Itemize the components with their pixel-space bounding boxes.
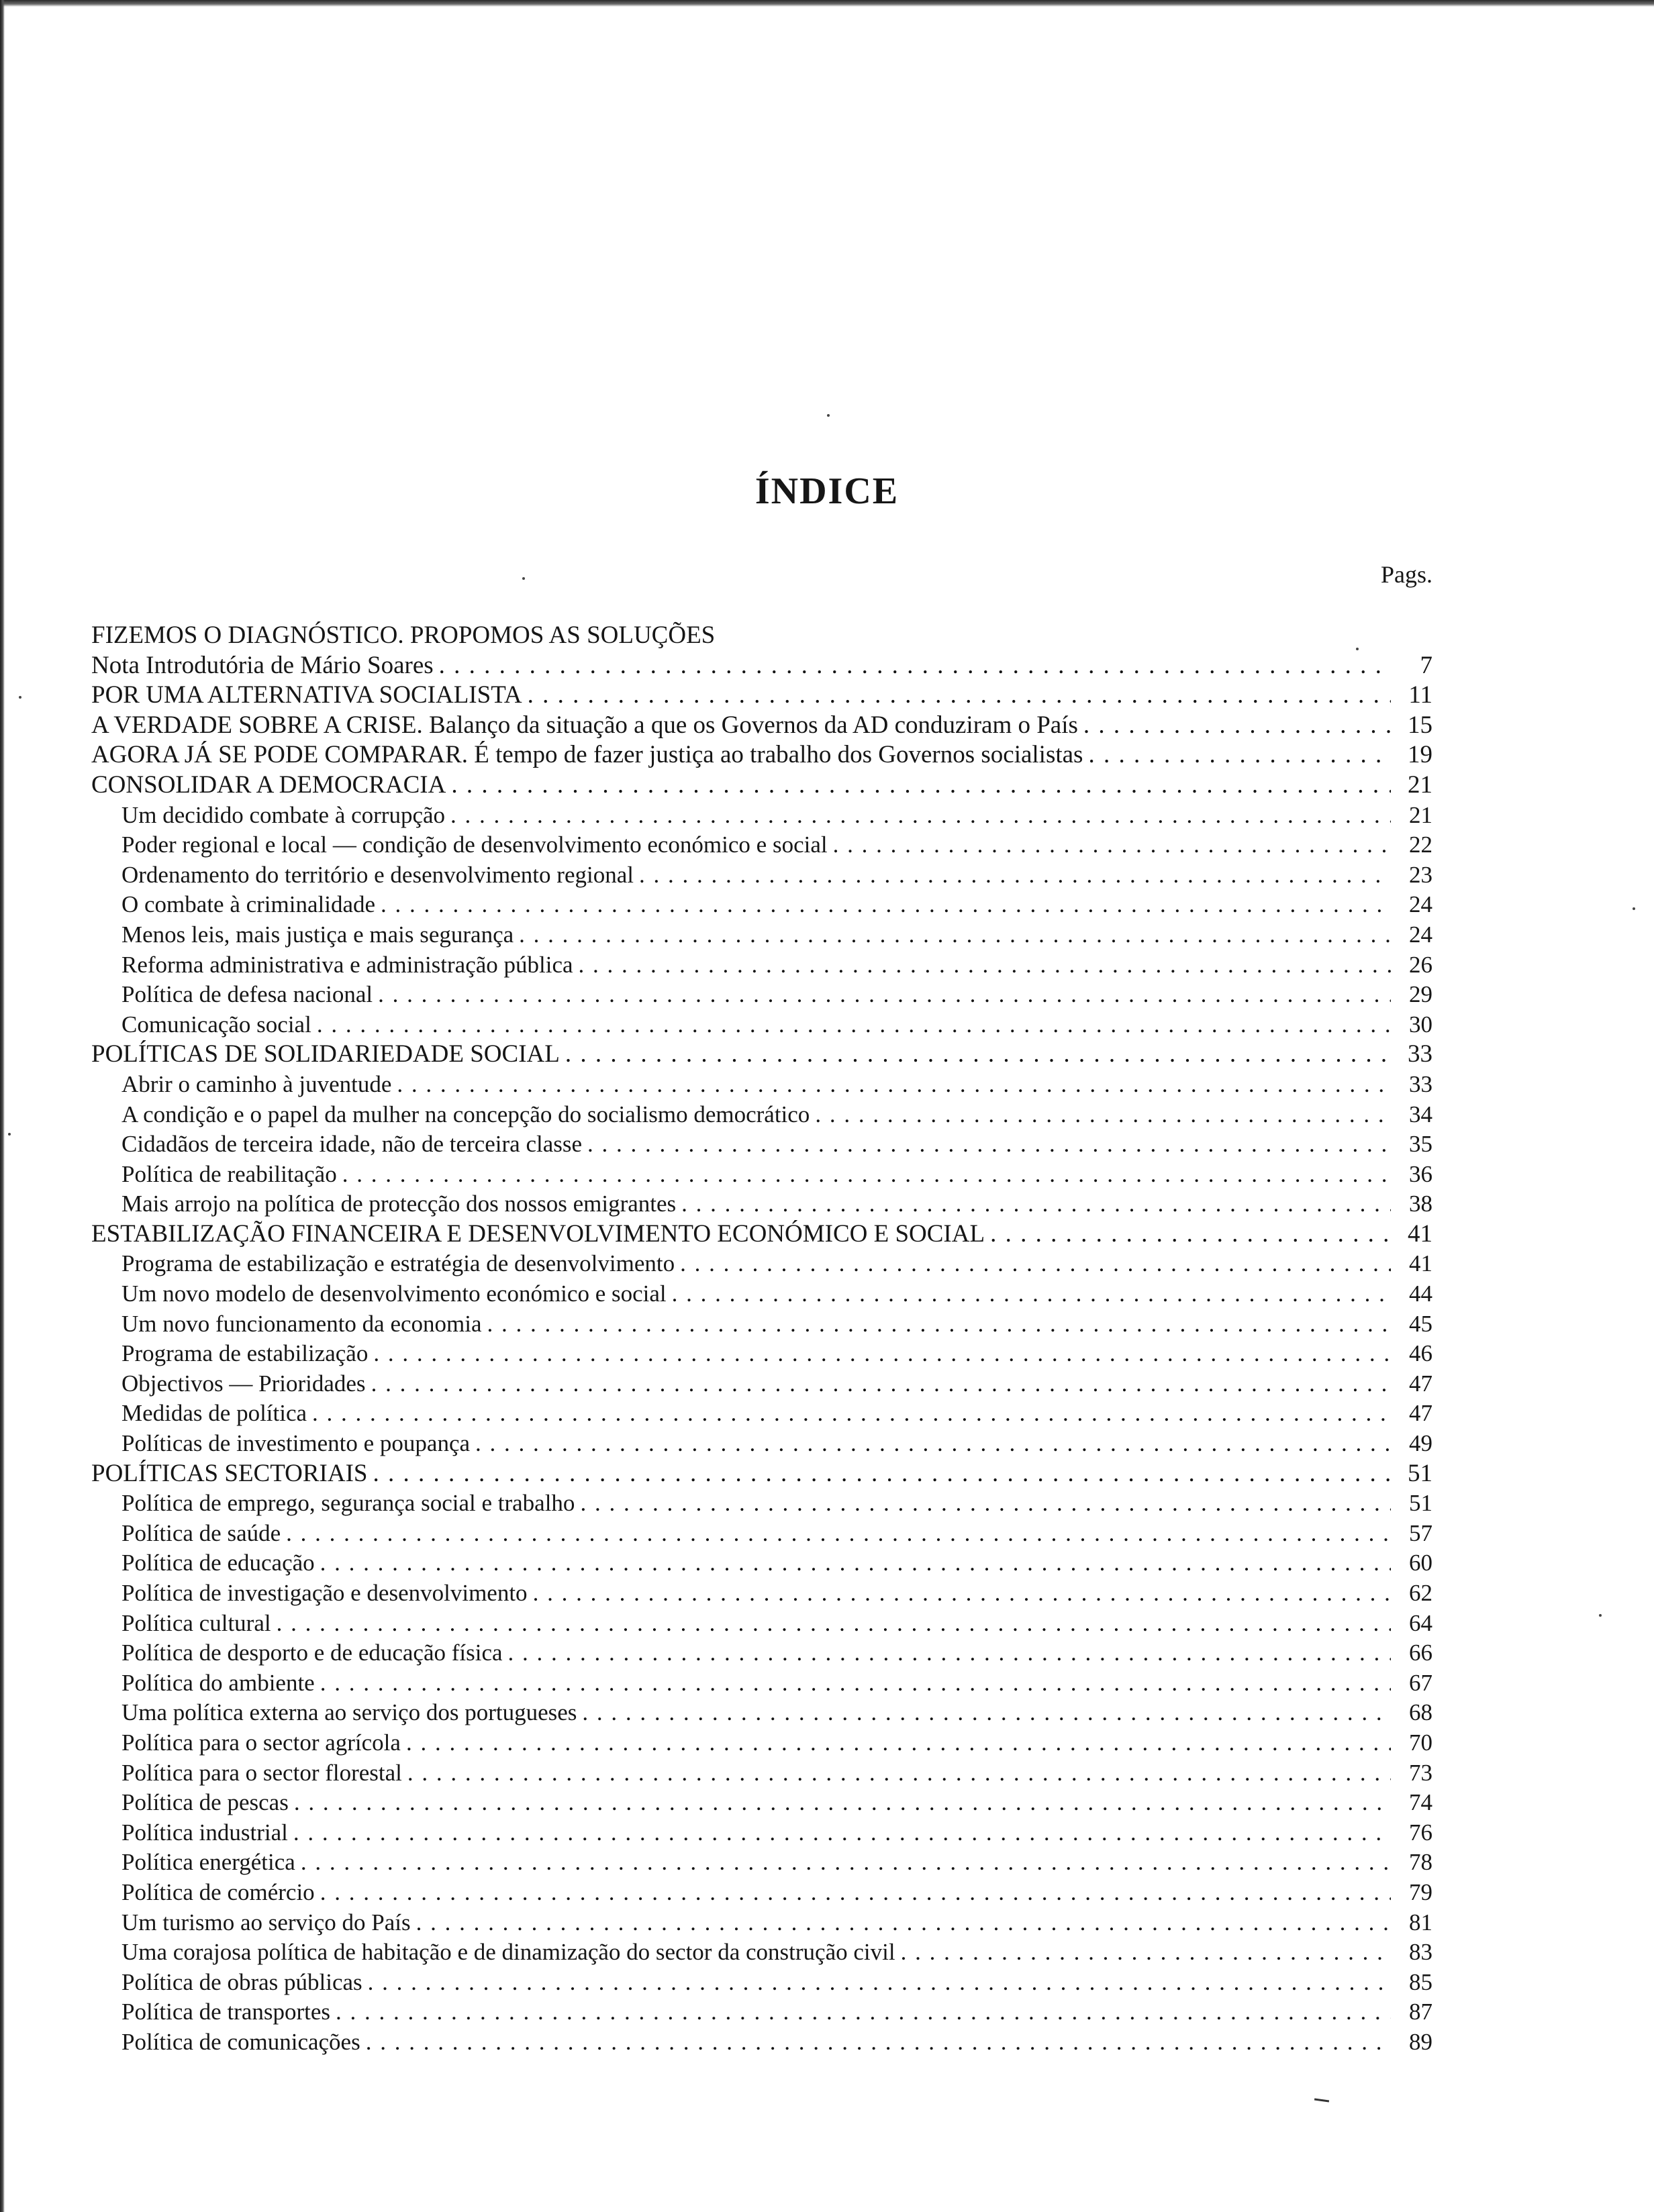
toc-entry bbox=[91, 1219, 1432, 1250]
dot-leader bbox=[639, 860, 1391, 890]
toc-entry bbox=[91, 1968, 1432, 1998]
dot-leader bbox=[533, 1578, 1391, 1608]
toc-entry-page: 51 bbox=[1409, 1490, 1432, 1517]
toc-entry-title: Política de comércio bbox=[121, 1878, 315, 1905]
dot-leader bbox=[378, 980, 1391, 1009]
toc-entry-page: 41 bbox=[1409, 1250, 1432, 1277]
toc-entry-title: Menos leis, mais justiça e mais segurança bbox=[121, 921, 514, 948]
toc-entry-page: 57 bbox=[1409, 1519, 1432, 1546]
toc-entry-page: 87 bbox=[1409, 1999, 1432, 2025]
dot-leader bbox=[407, 1758, 1391, 1788]
toc-entry-page: 67 bbox=[1409, 1669, 1432, 1696]
toc-entry-page: 76 bbox=[1409, 1819, 1432, 1846]
toc-entry-page: 47 bbox=[1409, 1400, 1432, 1427]
toc-entry-title: Política de reabilitação bbox=[121, 1160, 337, 1187]
toc-entry bbox=[91, 801, 1432, 831]
dot-leader bbox=[336, 1997, 1391, 2027]
toc-entry-page: 36 bbox=[1409, 1160, 1432, 1187]
toc-entry-page: 35 bbox=[1409, 1131, 1432, 1158]
toc-entry-page: 22 bbox=[1409, 832, 1432, 858]
dot-leader bbox=[277, 1609, 1391, 1638]
toc-entry bbox=[91, 830, 1432, 860]
scan-speck bbox=[8, 1133, 11, 1136]
toc-entry bbox=[91, 890, 1432, 920]
dot-leader bbox=[1088, 740, 1391, 770]
toc-entry-page: 60 bbox=[1409, 1550, 1432, 1576]
toc-entry-title: Política de desporto e de educação física bbox=[121, 1640, 503, 1666]
toc-entry-page: 26 bbox=[1409, 951, 1432, 978]
toc-entry-page: 81 bbox=[1409, 1909, 1432, 1936]
toc-entry-title: Um novo funcionamento da economia bbox=[121, 1310, 482, 1337]
toc-entry-title: Reforma administrativa e administração pública bbox=[121, 951, 573, 978]
toc-entry-title: FIZEMOS O DIAGNÓSTICO. PROPOMOS AS SOLUÇÕES bbox=[91, 621, 716, 649]
dot-leader bbox=[286, 1519, 1391, 1548]
toc-entry bbox=[91, 2027, 1432, 2058]
dot-leader bbox=[373, 1459, 1392, 1489]
toc-entry-page: 79 bbox=[1409, 1878, 1432, 1905]
toc-entry-title: A condição e o papel da mulher na concepção do socialismo democrático bbox=[121, 1101, 810, 1127]
toc-entry bbox=[91, 1878, 1432, 1908]
toc-entry-title: ESTABILIZAÇÃO FINANCEIRA E DESENVOLVIMENTO ECONÓMICO E SOCIAL bbox=[91, 1219, 985, 1248]
toc-entry-page: 33 bbox=[1409, 1070, 1432, 1097]
dot-leader bbox=[366, 2027, 1391, 2057]
toc-entry-page: 85 bbox=[1409, 1968, 1432, 1995]
dot-leader bbox=[439, 651, 1391, 681]
dot-leader bbox=[320, 1548, 1391, 1578]
toc-entry bbox=[91, 1698, 1432, 1728]
dot-leader bbox=[672, 1279, 1391, 1309]
toc-entry-page: 74 bbox=[1409, 1789, 1432, 1816]
dot-leader bbox=[565, 1040, 1391, 1069]
dot-leader bbox=[342, 1160, 1391, 1189]
toc-entry-page: 66 bbox=[1409, 1640, 1432, 1666]
scan-speck bbox=[1356, 648, 1359, 650]
scan-speck bbox=[19, 696, 21, 699]
toc-entry-page: 24 bbox=[1409, 891, 1432, 918]
toc-entry bbox=[91, 1399, 1432, 1429]
toc-entry bbox=[91, 1040, 1432, 1070]
dot-leader bbox=[587, 1129, 1391, 1159]
toc-entry-page: 70 bbox=[1409, 1729, 1432, 1756]
dot-leader bbox=[833, 830, 1391, 860]
toc-entry-title: Política de obras públicas bbox=[121, 1968, 362, 1995]
toc-entry-page: 83 bbox=[1409, 1939, 1432, 1966]
toc-entry bbox=[91, 770, 1432, 801]
toc-entry-page: 23 bbox=[1409, 861, 1432, 888]
toc-entry-page: 15 bbox=[1408, 711, 1432, 739]
toc-entry-title: Política de pescas bbox=[121, 1789, 289, 1816]
toc-entry-page: 73 bbox=[1409, 1759, 1432, 1786]
dot-leader bbox=[317, 1010, 1391, 1040]
toc-entry-title: Nota Introdutória de Mário Soares bbox=[91, 651, 434, 679]
toc-entry-page: 89 bbox=[1409, 2028, 1432, 2055]
toc-entry-title: Política de emprego, segurança social e trabalho bbox=[121, 1490, 575, 1517]
dot-leader bbox=[294, 1788, 1391, 1817]
toc-entry-page: 78 bbox=[1409, 1849, 1432, 1876]
toc-entry-title: Política industrial bbox=[121, 1819, 288, 1846]
toc-entry bbox=[91, 1129, 1432, 1160]
dot-leader bbox=[320, 1668, 1391, 1698]
toc-entry-title: Uma política externa ao serviço dos portugueses bbox=[121, 1699, 577, 1726]
scan-speck bbox=[1599, 1614, 1602, 1617]
toc-entry-page: 62 bbox=[1409, 1580, 1432, 1606]
toc-entry-page: 51 bbox=[1408, 1459, 1432, 1487]
toc-entry bbox=[91, 1100, 1432, 1130]
dot-leader bbox=[406, 1728, 1391, 1758]
dot-leader bbox=[901, 1938, 1391, 1967]
toc-entry-title: Um novo modelo de desenvolvimento económico e social bbox=[121, 1280, 667, 1307]
toc-entry-page: 38 bbox=[1409, 1191, 1432, 1217]
toc-entry bbox=[91, 681, 1432, 711]
toc-entry-page: 30 bbox=[1409, 1011, 1432, 1038]
toc-entry bbox=[91, 1160, 1432, 1190]
toc-entry-title: Mais arrojo na política de protecção dos nossos emigrantes bbox=[121, 1191, 677, 1217]
toc-entry bbox=[91, 920, 1432, 950]
toc-entry-page: 44 bbox=[1409, 1280, 1432, 1307]
toc-entry-page: 11 bbox=[1408, 681, 1432, 709]
toc-entry bbox=[91, 860, 1432, 891]
dot-leader bbox=[368, 1968, 1391, 1997]
dot-leader bbox=[373, 1339, 1391, 1368]
toc-entry bbox=[91, 1249, 1432, 1279]
scan-edge-left bbox=[0, 0, 5, 2212]
toc-entry-title: Política de saúde bbox=[121, 1519, 281, 1546]
dot-leader bbox=[487, 1309, 1391, 1339]
toc-entry-title: Programa de estabilização bbox=[121, 1340, 369, 1367]
toc-entry-page: 46 bbox=[1409, 1340, 1432, 1367]
toc-entry-title: Um turismo ao serviço do País bbox=[121, 1909, 411, 1936]
toc-entry bbox=[91, 1309, 1432, 1340]
toc-entry-title: Poder regional e local — condição de desenvolvimento económico e social bbox=[121, 832, 828, 858]
dot-leader bbox=[451, 770, 1391, 800]
toc-entry-page: 29 bbox=[1409, 981, 1432, 1008]
dot-leader bbox=[519, 920, 1391, 950]
scan-speck bbox=[827, 414, 830, 417]
toc-entry-title: Política de educação bbox=[121, 1550, 315, 1576]
toc-entry bbox=[91, 1578, 1432, 1609]
toc-entry-page: 33 bbox=[1408, 1040, 1432, 1068]
toc-entry bbox=[91, 1489, 1432, 1519]
toc-entry bbox=[91, 1758, 1432, 1789]
dot-leader bbox=[582, 1698, 1391, 1727]
toc-entry-title: Objectivos — Prioridades bbox=[121, 1370, 366, 1397]
dot-leader bbox=[397, 1070, 1391, 1099]
toc-entry bbox=[91, 651, 1432, 681]
toc-entry-title: Política para o sector florestal bbox=[121, 1759, 402, 1786]
table-of-contents bbox=[91, 621, 1432, 2058]
toc-entry-title: Política cultural bbox=[121, 1609, 271, 1636]
toc-entry bbox=[91, 1189, 1432, 1219]
toc-entry-title: O combate à criminalidade bbox=[121, 891, 376, 918]
dot-leader bbox=[381, 890, 1391, 919]
dot-leader bbox=[508, 1638, 1391, 1668]
toc-entry bbox=[91, 711, 1432, 741]
dot-leader bbox=[579, 950, 1391, 980]
dot-leader bbox=[680, 1249, 1391, 1278]
toc-entry bbox=[91, 1339, 1432, 1369]
toc-entry bbox=[91, 621, 1432, 651]
toc-entry-title: Um decidido combate à corrupção bbox=[121, 801, 446, 828]
toc-entry bbox=[91, 740, 1432, 770]
toc-entry-page: 21 bbox=[1409, 801, 1432, 828]
dot-leader bbox=[320, 1878, 1391, 1907]
toc-entry-title: A VERDADE SOBRE A CRISE. Balanço da situação a que os Governos da AD conduziram o País bbox=[91, 711, 1078, 739]
dot-leader bbox=[528, 681, 1391, 710]
toc-entry-title: Política do ambiente bbox=[121, 1669, 315, 1696]
dot-leader bbox=[293, 1818, 1391, 1848]
toc-entry-title: Política para o sector agrícola bbox=[121, 1729, 401, 1756]
page-title: ÍNDICE bbox=[755, 470, 899, 512]
toc-entry-title: Ordenamento do território e desenvolvimento regional bbox=[121, 861, 634, 888]
dot-leader bbox=[301, 1848, 1391, 1877]
toc-entry-title: Programa de estabilização e estratégia de desenvolvimento bbox=[121, 1250, 675, 1277]
toc-entry bbox=[91, 1279, 1432, 1309]
toc-entry bbox=[91, 1369, 1432, 1399]
toc-entry bbox=[91, 1818, 1432, 1848]
toc-entry bbox=[91, 1668, 1432, 1699]
toc-entry-page: 68 bbox=[1409, 1699, 1432, 1726]
dot-leader bbox=[580, 1489, 1391, 1518]
toc-entry-title: Política de defesa nacional bbox=[121, 981, 373, 1008]
toc-entry-title: Uma corajosa política de habitação e de dinamização do sector da construção civil bbox=[121, 1939, 895, 1966]
toc-entry-page: 24 bbox=[1409, 921, 1432, 948]
toc-entry bbox=[91, 1459, 1432, 1489]
toc-entry bbox=[91, 1908, 1432, 1938]
toc-entry bbox=[91, 1638, 1432, 1668]
toc-entry-title: Política de investigação e desenvolvimento bbox=[121, 1580, 528, 1606]
toc-entry bbox=[91, 980, 1432, 1010]
toc-entry-page: 49 bbox=[1409, 1430, 1432, 1457]
toc-entry-page: 34 bbox=[1409, 1101, 1432, 1127]
toc-entry-title: POLÍTICAS SECTORIAIS bbox=[91, 1459, 368, 1487]
toc-entry bbox=[91, 1519, 1432, 1549]
toc-entry-title: Medidas de política bbox=[121, 1400, 307, 1427]
toc-entry-page: 45 bbox=[1409, 1310, 1432, 1337]
scan-speck bbox=[522, 577, 525, 580]
toc-entry-page: 19 bbox=[1408, 741, 1432, 769]
pages-column-label: Pags. bbox=[1380, 561, 1432, 588]
toc-entry bbox=[91, 1429, 1432, 1459]
scan-edge-top bbox=[0, 0, 1654, 7]
toc-entry bbox=[91, 1609, 1432, 1639]
toc-entry-page: 7 bbox=[1420, 651, 1432, 679]
toc-entry-title: Abrir o caminho à juventude bbox=[121, 1070, 392, 1097]
toc-entry bbox=[91, 1070, 1432, 1100]
toc-entry-title: Comunicação social bbox=[121, 1011, 311, 1038]
dot-leader bbox=[681, 1189, 1391, 1219]
toc-entry-title: POLÍTICAS DE SOLIDARIEDADE SOCIAL bbox=[91, 1040, 560, 1068]
dot-leader bbox=[475, 1429, 1391, 1458]
toc-entry bbox=[91, 1938, 1432, 1968]
toc-entry bbox=[91, 1788, 1432, 1818]
toc-entry bbox=[91, 1728, 1432, 1758]
toc-entry-title: CONSOLIDAR A DEMOCRACIA bbox=[91, 770, 446, 799]
toc-entry bbox=[91, 1548, 1432, 1578]
toc-entry-title: POR UMA ALTERNATIVA SOCIALISTA bbox=[91, 681, 522, 709]
dot-leader bbox=[371, 1369, 1391, 1399]
toc-entry-page: 47 bbox=[1409, 1370, 1432, 1397]
toc-entry-title: Política energética bbox=[121, 1849, 295, 1876]
scan-mark bbox=[1314, 2098, 1329, 2102]
toc-entry-page: 64 bbox=[1409, 1609, 1432, 1636]
toc-entry bbox=[91, 950, 1432, 981]
dot-leader bbox=[450, 801, 1391, 830]
toc-entry-page: 41 bbox=[1408, 1219, 1432, 1248]
dot-leader bbox=[312, 1399, 1391, 1428]
toc-entry-title: Políticas de investimento e poupança bbox=[121, 1430, 471, 1457]
toc-entry bbox=[91, 1848, 1432, 1878]
dot-leader bbox=[990, 1219, 1391, 1249]
scan-speck bbox=[1633, 907, 1635, 910]
toc-entry-title: Política de transportes bbox=[121, 1999, 331, 2025]
dot-leader bbox=[416, 1908, 1391, 1938]
dot-leader bbox=[1083, 711, 1391, 740]
dot-leader bbox=[815, 1100, 1391, 1129]
toc-entry-page: 21 bbox=[1408, 770, 1432, 799]
toc-entry bbox=[91, 1997, 1432, 2027]
toc-entry bbox=[91, 1010, 1432, 1040]
toc-entry-title: Política de comunicações bbox=[121, 2028, 360, 2055]
toc-entry-title: AGORA JÁ SE PODE COMPARAR. É tempo de fazer justiça ao trabalho dos Governos socialistas bbox=[91, 741, 1083, 769]
toc-entry-title: Cidadãos de terceira idade, não de terceira classe bbox=[121, 1131, 583, 1158]
